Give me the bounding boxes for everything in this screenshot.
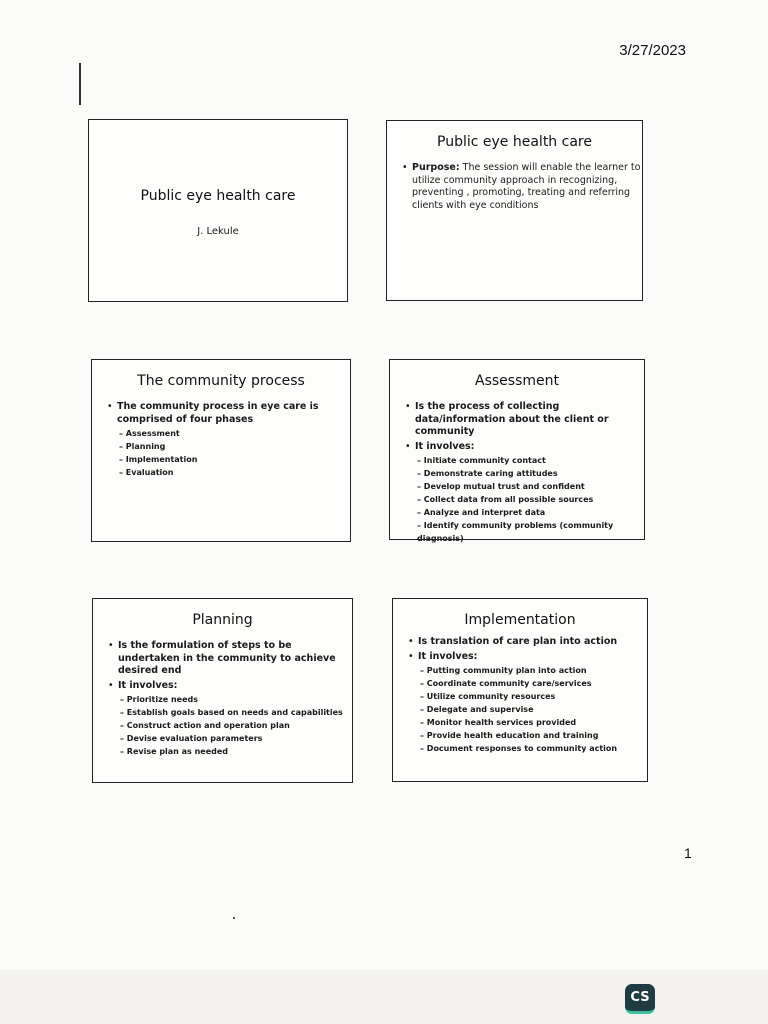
sub-item: – Devise evaluation parameters <box>120 732 352 745</box>
sub-item: – Planning <box>119 440 350 453</box>
purpose-bullet <box>412 162 642 212</box>
purpose-label: Purpose: <box>412 162 460 173</box>
sub-item: – Initiate community contact <box>417 454 644 467</box>
sub-item: – Document responses to community action <box>420 742 647 755</box>
bullet-item <box>418 651 647 756</box>
bullet-item: • Is the process of collecting data/information about the client or community <box>415 401 644 439</box>
sub-item: – Coordinate community care/services <box>420 677 647 690</box>
slide-title: Public eye health care <box>437 134 592 150</box>
slide-title: Planning <box>192 612 253 628</box>
sub-item: – Provide health education and training <box>420 729 647 742</box>
sub-item: – Assessment <box>119 427 350 440</box>
slide-purpose <box>386 120 643 301</box>
sub-item: – Revise plan as needed <box>120 745 352 758</box>
bullet-text: It involves: <box>418 650 478 662</box>
slide-title: Assessment <box>475 373 559 389</box>
slide-implementation <box>392 598 648 782</box>
slide-title: The community process <box>137 373 305 389</box>
bullet-item <box>118 680 352 759</box>
sub-item: – Implementation <box>119 453 350 466</box>
sub-item: – Putting community plan into action <box>420 664 647 677</box>
slide-planning <box>92 598 353 783</box>
camscanner-logo-icon: CS <box>625 984 655 1014</box>
bullet-item <box>415 441 644 546</box>
handout-date: 3/27/2023 <box>619 42 686 59</box>
sub-item: – Evaluation <box>119 466 350 479</box>
margin-mark <box>79 63 81 105</box>
sub-item: – Construct action and operation plan <box>120 719 352 732</box>
sub-item: – Collect data from all possible sources <box>417 493 644 506</box>
sub-item: – Monitor health services provided <box>420 716 647 729</box>
sub-item: – Analyze and interpret data <box>417 506 644 519</box>
bullet-item: • Is the formulation of steps to be undertaken in the community to achieve desired end <box>118 640 352 678</box>
slide-community-process <box>91 359 351 542</box>
purpose-text: The session will enable the learner to utilize community approach in recognizing, preventing , promoting, treating and referring clients with eye conditions <box>412 162 641 211</box>
bullet-item <box>117 401 350 479</box>
sub-item: – Prioritize needs <box>120 693 352 706</box>
sub-item: – Utilize community resources <box>420 690 647 703</box>
sub-item: – Demonstrate caring attitudes <box>417 467 644 480</box>
slide-assessment <box>389 359 645 543</box>
bullet-item: • Is translation of care plan into action <box>418 636 647 649</box>
bullet-text: It involves: <box>415 440 475 452</box>
page-number: 1 <box>684 845 692 861</box>
speck <box>233 917 235 919</box>
slide-title: Implementation <box>464 612 576 628</box>
slide-title-page <box>88 119 348 302</box>
slide-author: J. Lekule <box>197 226 239 237</box>
sub-item: – Develop mutual trust and confident <box>417 480 644 493</box>
slide-title: Public eye health care <box>140 188 296 204</box>
sub-item: – Delegate and supervise <box>420 703 647 716</box>
bullet-text: It involves: <box>118 679 178 691</box>
bullet-text: The community process in eye care is comprised of four phases <box>117 401 319 425</box>
sub-item: – Establish goals based on needs and capabilities <box>120 706 352 719</box>
sub-item: – Identify community problems (community diagnosis) <box>417 519 644 545</box>
